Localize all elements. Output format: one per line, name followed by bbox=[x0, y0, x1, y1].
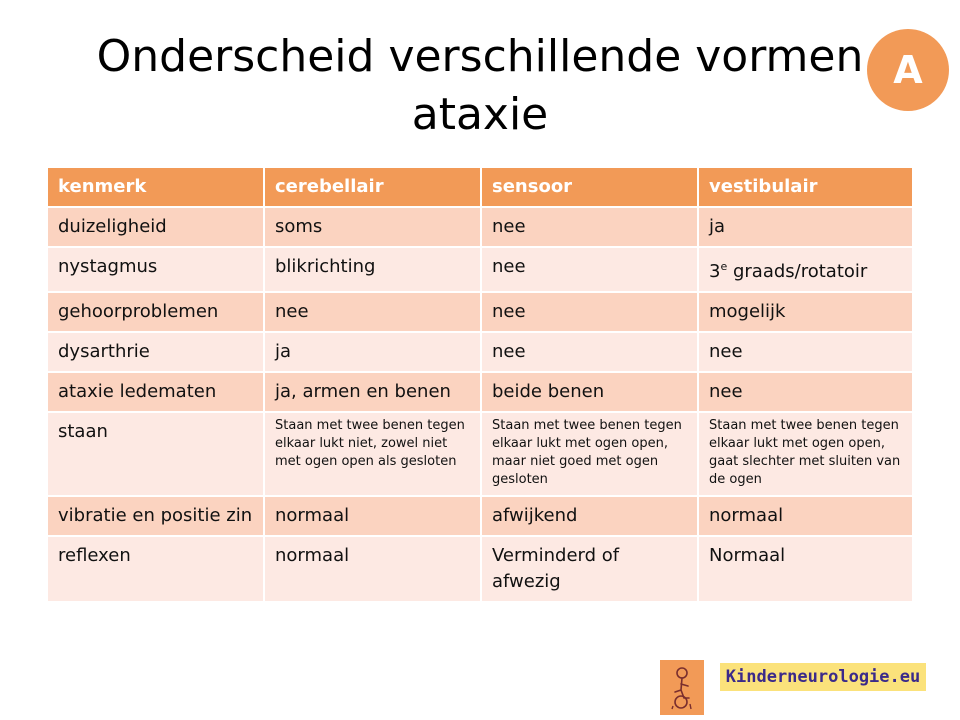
ordinal-superscript: e bbox=[720, 260, 728, 273]
cell-vestibulair: nee bbox=[698, 332, 913, 372]
table-row bbox=[47, 412, 913, 496]
cell-cerebellair: soms bbox=[264, 207, 481, 247]
header-sensoor: sensoor bbox=[481, 168, 698, 207]
cell-vestibulair: nee bbox=[698, 372, 913, 412]
cell-vestibulair: ja bbox=[698, 207, 913, 247]
cell-sensoor: afwijkend bbox=[481, 496, 698, 536]
slide-title: Onderscheid verschillende vormen ataxie bbox=[96, 31, 864, 140]
cell-kenmerk: nystagmus bbox=[47, 247, 264, 292]
cell-cerebellair: ja, armen en benen bbox=[264, 372, 481, 412]
table-row bbox=[47, 372, 913, 412]
cell-sensoor: Staan met twee benen tegen elkaar lukt met ogen open, maar niet goed met ogen gesloten bbox=[481, 412, 698, 496]
cell-vestibulair bbox=[698, 247, 913, 292]
wheelchair-figure-icon bbox=[670, 666, 694, 710]
ordinal-rest: graads/rotatoir bbox=[727, 261, 868, 282]
logo-icon bbox=[660, 660, 704, 715]
cell-sensoor: beide benen bbox=[481, 372, 698, 412]
cell-cerebellair: normaal bbox=[264, 536, 481, 602]
cell-cerebellair: Staan met twee benen tegen elkaar lukt niet, zowel niet met ogen open als gesloten bbox=[264, 412, 481, 496]
cell-vestibulair: Normaal bbox=[698, 536, 913, 602]
cell-kenmerk: vibratie en positie zin bbox=[47, 496, 264, 536]
ordinal-number: 3 bbox=[709, 261, 721, 282]
cell-kenmerk: duizeligheid bbox=[47, 207, 264, 247]
header-kenmerk: kenmerk bbox=[47, 168, 264, 207]
cell-kenmerk: reflexen bbox=[47, 536, 264, 602]
section-badge: A bbox=[867, 29, 949, 111]
cell-sensoor: nee bbox=[481, 332, 698, 372]
table-row bbox=[47, 332, 913, 372]
brand-label: Kinderneurologie.eu bbox=[720, 663, 926, 691]
cell-kenmerk: gehoorproblemen bbox=[47, 292, 264, 332]
cell-sensoor: nee bbox=[481, 247, 698, 292]
cell-sensoor: nee bbox=[481, 207, 698, 247]
cell-kenmerk: ataxie ledematen bbox=[47, 372, 264, 412]
cell-vestibulair: Staan met twee benen tegen elkaar lukt met ogen open, gaat slechter met sluiten van de ogen bbox=[698, 412, 913, 496]
cell-cerebellair: nee bbox=[264, 292, 481, 332]
cell-kenmerk: staan bbox=[47, 412, 264, 496]
cell-vestibulair: mogelijk bbox=[698, 292, 913, 332]
cell-cerebellair: normaal bbox=[264, 496, 481, 536]
ataxia-comparison-table bbox=[46, 168, 914, 603]
cell-vestibulair: normaal bbox=[698, 496, 913, 536]
header-vestibulair: vestibulair bbox=[698, 168, 913, 207]
cell-sensoor: nee bbox=[481, 292, 698, 332]
cell-cerebellair: ja bbox=[264, 332, 481, 372]
cell-kenmerk: dysarthrie bbox=[47, 332, 264, 372]
table-row bbox=[47, 536, 913, 602]
table-row bbox=[47, 247, 913, 292]
cell-sensoor: Verminderd of afwezig bbox=[481, 536, 698, 602]
table-row bbox=[47, 496, 913, 536]
header-cerebellair: cerebellair bbox=[264, 168, 481, 207]
cell-cerebellair: blikrichting bbox=[264, 247, 481, 292]
table-row bbox=[47, 292, 913, 332]
table-header-row bbox=[47, 168, 913, 207]
table-row bbox=[47, 207, 913, 247]
